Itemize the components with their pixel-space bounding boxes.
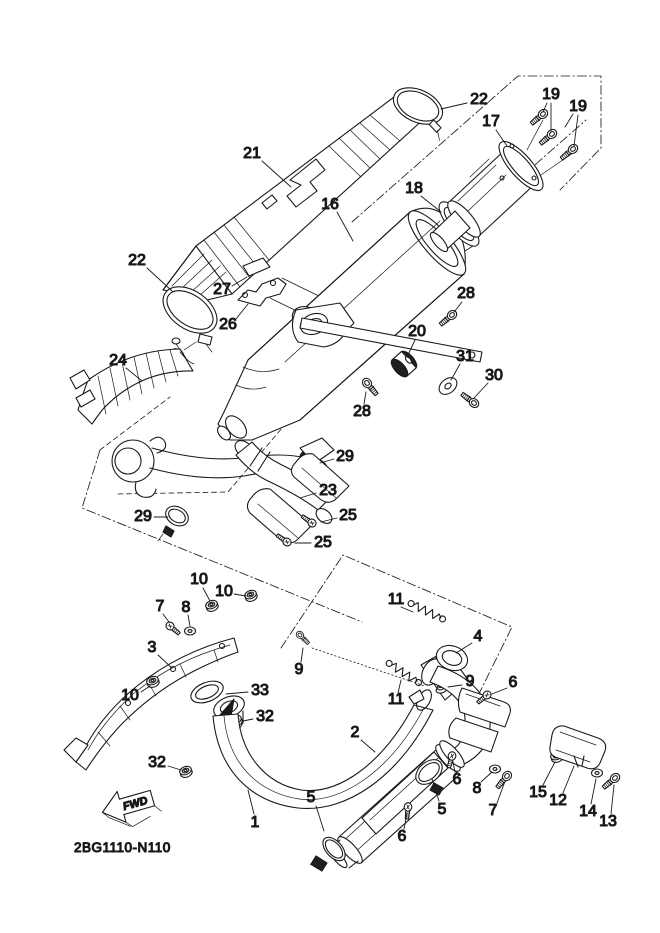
- callout-21[interactable]: 21: [243, 145, 261, 163]
- callout-27[interactable]: 27: [213, 281, 231, 299]
- callout-10[interactable]: 10: [121, 687, 139, 705]
- leader-line-16: [337, 212, 353, 241]
- leader-line-13: [611, 785, 614, 814]
- callout-30[interactable]: 30: [485, 367, 503, 385]
- callout-17[interactable]: 17: [482, 113, 500, 131]
- callout-25[interactable]: 25: [314, 534, 332, 552]
- tailpipe-protector: [70, 338, 194, 424]
- fwd-marker: [98, 781, 163, 833]
- nut-32: [178, 765, 193, 779]
- leader-line-9: [301, 648, 303, 662]
- leader-line-5: [316, 806, 324, 831]
- callout-11[interactable]: 11: [387, 591, 405, 609]
- callout-7[interactable]: 7: [488, 802, 498, 820]
- callout-6[interactable]: 6: [508, 674, 518, 692]
- leader-line-22: [147, 268, 172, 291]
- leader-line-33: [226, 692, 248, 694]
- callout-32[interactable]: 32: [148, 754, 166, 772]
- callout-28[interactable]: 28: [353, 403, 371, 421]
- callout-4[interactable]: 4: [473, 628, 483, 646]
- callout-29[interactable]: 29: [134, 508, 152, 526]
- callout-6[interactable]: 6: [397, 828, 407, 846]
- leader-line-10: [203, 588, 210, 601]
- front-pipe-shield: [64, 638, 238, 770]
- callout-16[interactable]: 16: [321, 196, 339, 214]
- callout-24[interactable]: 24: [109, 352, 127, 370]
- callout-22[interactable]: 22: [470, 91, 488, 109]
- callout-15[interactable]: 15: [529, 784, 547, 802]
- callout-19[interactable]: 19: [542, 86, 560, 104]
- leader-line-22: [441, 103, 467, 109]
- leader-line-15: [543, 762, 555, 785]
- leader-line-26: [236, 304, 248, 319]
- leader-line-28: [364, 392, 366, 404]
- leader-line-28: [454, 302, 462, 312]
- callout-10[interactable]: 10: [215, 583, 233, 601]
- stay-washer: [436, 374, 460, 398]
- callout-19[interactable]: 19: [569, 98, 587, 116]
- callout-7[interactable]: 7: [155, 598, 165, 616]
- callout-12[interactable]: 12: [549, 792, 567, 810]
- callout-29[interactable]: 29: [336, 448, 354, 466]
- callout-2[interactable]: 2: [350, 724, 360, 742]
- stud-9: [295, 630, 311, 646]
- leader-line-8: [481, 772, 492, 782]
- leader-line-2: [361, 740, 375, 752]
- leader-line-31: [451, 364, 460, 380]
- leader-line-12: [563, 766, 574, 793]
- callout-9[interactable]: 9: [294, 661, 304, 679]
- leader-line-14: [591, 779, 596, 804]
- callout-28[interactable]: 28: [457, 285, 475, 303]
- callout-20[interactable]: 20: [408, 323, 426, 341]
- callout-31[interactable]: 31: [456, 348, 474, 366]
- hanger-grommet: [112, 437, 166, 497]
- callout-23[interactable]: 23: [319, 482, 337, 500]
- callout-layer: [109, 86, 617, 845]
- spark-arrestor: [428, 135, 550, 254]
- bolt-19: [559, 143, 580, 162]
- leader-line-32: [243, 719, 253, 721]
- callout-32[interactable]: 32: [256, 708, 274, 726]
- leader-line-1: [248, 790, 254, 814]
- callout-10[interactable]: 10: [190, 571, 208, 589]
- callout-1[interactable]: 1: [250, 814, 260, 832]
- exhaust-spring-11: [384, 658, 423, 687]
- washer-14: [592, 769, 603, 777]
- diagram-code: 2BG1110-N110: [74, 840, 171, 855]
- leader-line-19: [565, 114, 573, 127]
- stay-bolt: [459, 391, 480, 410]
- callout-14[interactable]: 14: [579, 803, 597, 821]
- screw-7: [164, 620, 181, 636]
- leader-line-21: [262, 161, 291, 187]
- callout-33[interactable]: 33: [251, 682, 269, 700]
- callout-22[interactable]: 22: [128, 252, 146, 270]
- callout-8[interactable]: 8: [472, 780, 482, 798]
- flange-bolt-28: [361, 376, 380, 397]
- callout-5[interactable]: 5: [306, 789, 316, 807]
- callout-13[interactable]: 13: [599, 813, 617, 831]
- callout-25[interactable]: 25: [339, 507, 357, 525]
- callout-6[interactable]: 6: [452, 771, 462, 789]
- washer-8: [185, 627, 196, 635]
- callout-9[interactable]: 9: [465, 673, 475, 691]
- washer-8: [490, 765, 501, 773]
- callout-26[interactable]: 26: [219, 316, 237, 334]
- leader-line-32: [168, 766, 181, 770]
- tailpipe-clamp: [158, 502, 192, 541]
- fwd-label: FWD: [121, 794, 150, 814]
- flange-bolt-28: [438, 309, 459, 328]
- callout-3[interactable]: 3: [147, 639, 157, 657]
- nut-10: [204, 599, 219, 613]
- bolt-19: [529, 108, 550, 127]
- callout-5[interactable]: 5: [437, 801, 447, 819]
- bolt-13: [601, 772, 622, 791]
- leader-line-8: [188, 615, 190, 626]
- bolt-19: [538, 128, 559, 147]
- leader-line-30: [473, 383, 488, 399]
- callout-8[interactable]: 8: [181, 599, 191, 617]
- callout-18[interactable]: 18: [405, 180, 423, 198]
- leader-line-6: [492, 688, 507, 694]
- exhaust-spring-11: [407, 599, 447, 624]
- stay-damper: [388, 348, 419, 379]
- callout-11[interactable]: 11: [387, 691, 405, 709]
